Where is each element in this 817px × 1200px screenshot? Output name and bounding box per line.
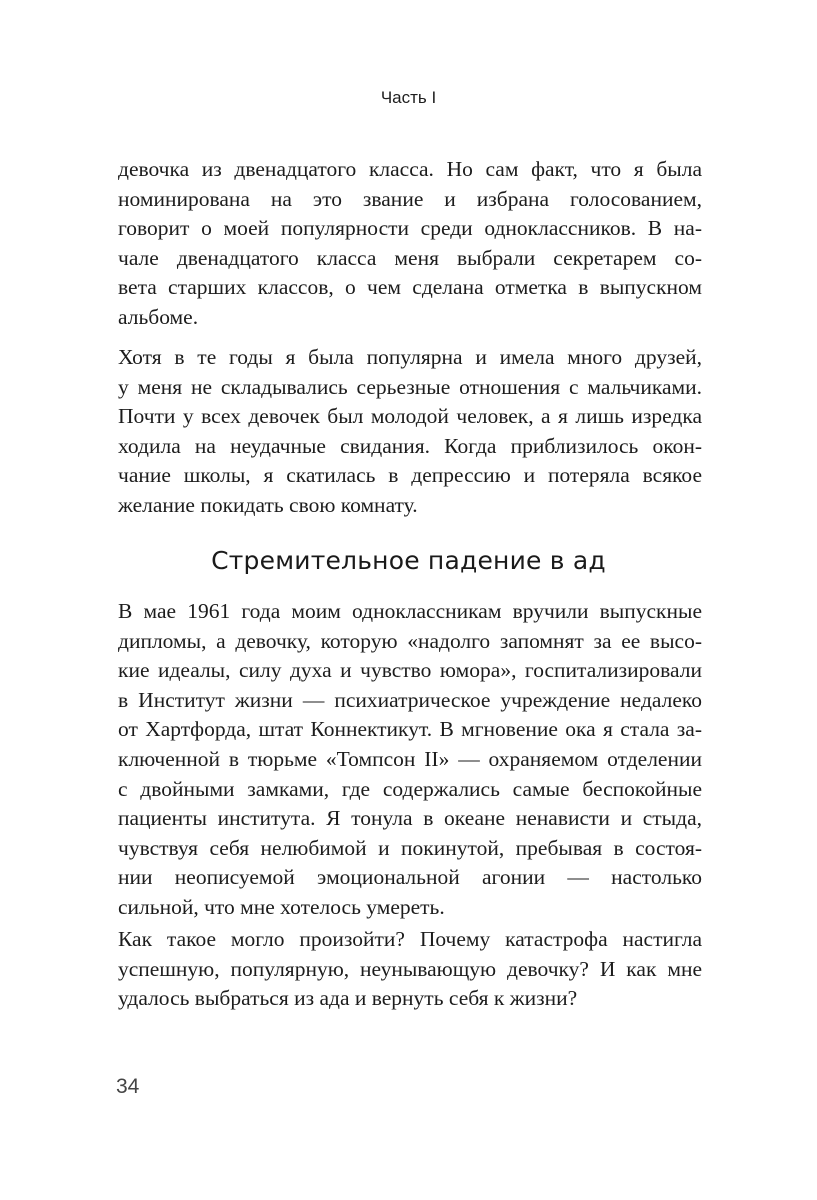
text-line: чание школы, я скатилась в депрессию и потеряла всякое [118, 463, 702, 488]
text-line: Хотя в те годы я была популярна и имела много друзей, [118, 345, 702, 369]
text-line: чале двенадцатого класса меня выбрали секретарем со- [118, 245, 702, 270]
text-line: ключенной в тюрьме «Томпсон II» — охраняемом отделении [118, 746, 702, 771]
paragraph-4 [118, 925, 702, 1014]
page-number: 34 [116, 1075, 140, 1098]
text-line: вета старших классов, о чем сделана отметка в выпускном [118, 275, 702, 300]
text-line: альбоме. [118, 304, 199, 329]
running-head: Часть I [380, 88, 437, 107]
text-line: чувствуя себя нелюбимой и покинутой, пребывая в состоя- [118, 835, 702, 860]
paragraph-2 [118, 343, 702, 521]
text-line: от Хартфорда, штат Коннектикут. В мгновение ока я стала за- [118, 717, 702, 742]
text-line: успешную, популярную, неунывающую девочку? И как мне [118, 956, 702, 981]
text-line: в Институт жизни — психиатрическое учреждение недалеко [118, 687, 702, 712]
text-line: сильной, что мне хотелось умереть. [118, 894, 445, 919]
paragraph-3 [118, 597, 702, 923]
text-line: говорит о моей популярности среди одноклассников. В на- [118, 216, 702, 241]
text-line: дипломы, а девочку, которую «надолго запомнят за ее высо- [118, 628, 702, 653]
text-line: с двойными замками, где содержались самые беспокойные [118, 776, 702, 801]
text-line: номинирована на это звание и избрана голосованием, [118, 186, 702, 211]
text-line: пациенты института. Я тонула в океане ненависти и стыда, [118, 806, 702, 831]
text-line: у меня не складывались серьезные отношения с мальчиками. [118, 374, 702, 399]
text-line: кие идеалы, силу духа и чувство юмора», госпитализировали [118, 658, 702, 683]
text-line: В мае 1961 года моим одноклассникам вручили выпускные [118, 599, 702, 623]
text-line: Почти у всех девочек был молодой человек, а я лишь изредка [118, 404, 702, 429]
text-line: удалось выбраться из ада и вернуть себя к жизни? [118, 986, 578, 1011]
text-line: нии неописуемой эмоциональной агонии — настолько [118, 865, 702, 890]
text-line: девочка из двенадцатого класса. Но сам факт, что я была [118, 157, 702, 181]
paragraph-1 [118, 155, 702, 333]
section-heading: Стремительное падение в ад [211, 546, 606, 575]
text-line: Как такое могло произойти? Почему катастрофа настигла [118, 927, 702, 951]
text-line: желание покидать свою комнату. [118, 492, 418, 517]
text-line: ходила на неудачные свидания. Когда приблизилось окон- [118, 433, 702, 458]
